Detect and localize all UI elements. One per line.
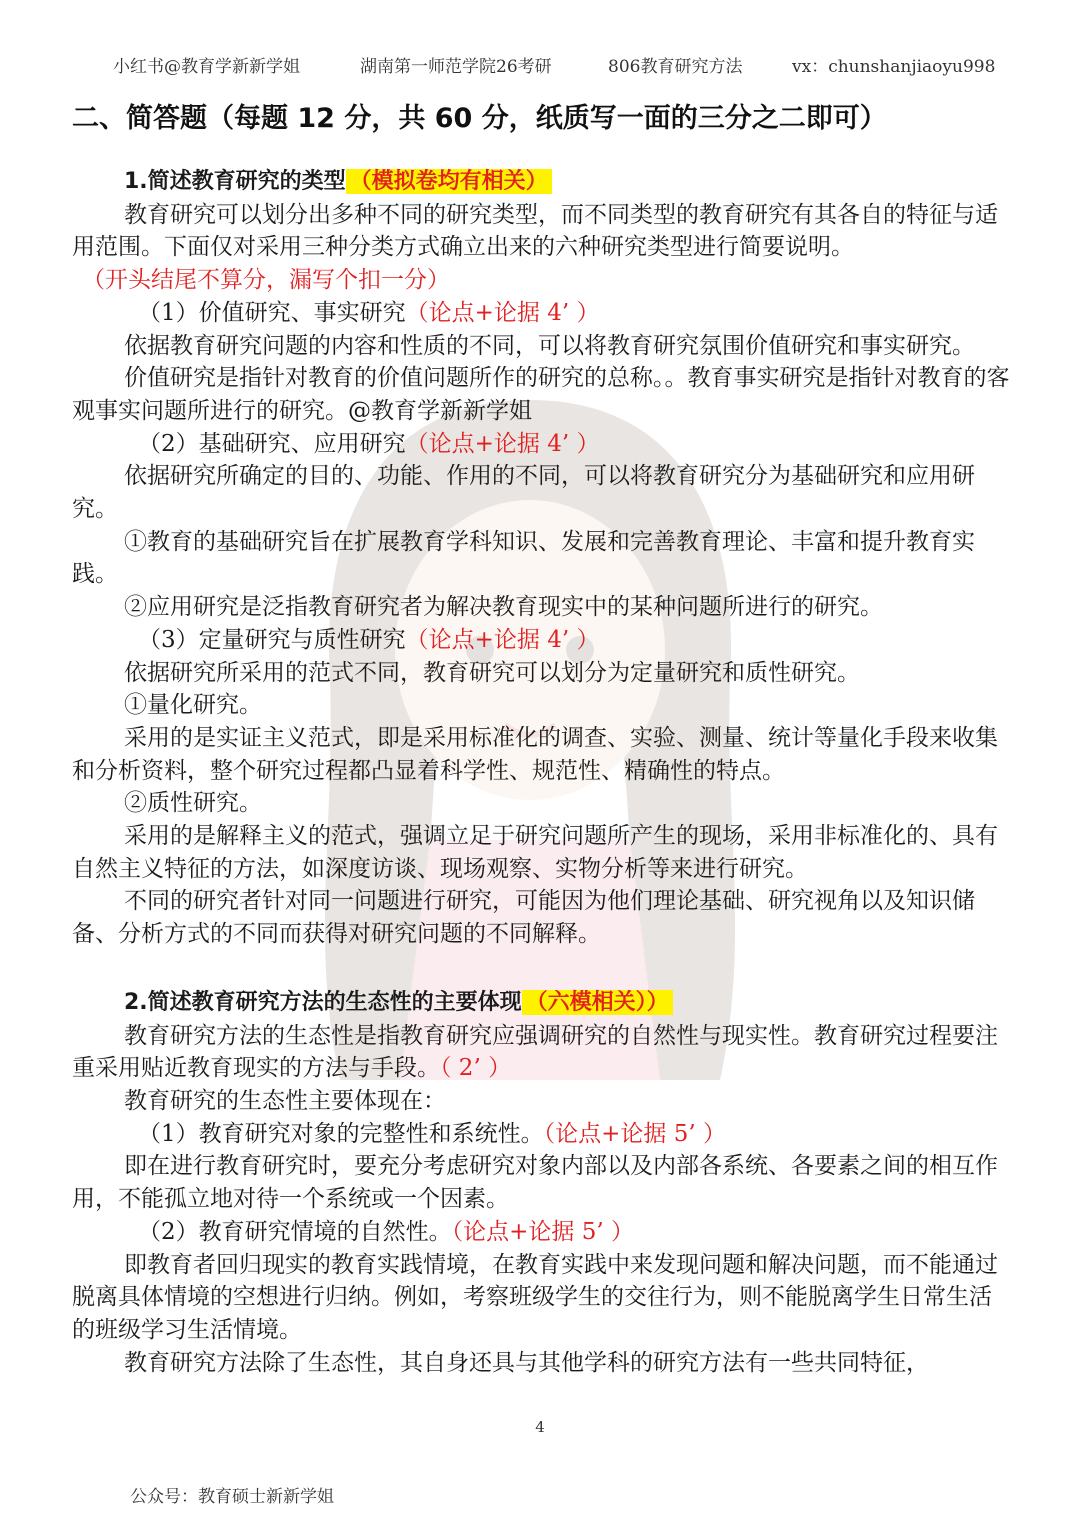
question-2-tag: （六模相关）） bbox=[522, 990, 673, 1015]
q2-intro bbox=[72, 1020, 1012, 1085]
q1-point-3-text-5: 采用的是解释主义的范式，强调立足于研究问题所产生的现场，采用非标准化的、具有自然主义特征的方法，如深度访谈、现场观察、实物分析等来进行研究。 bbox=[72, 823, 998, 882]
q1-point-1-score: （论点+论据 4’ ） bbox=[405, 299, 600, 326]
q2-point-2-score: （论点+论据 5’ ） bbox=[451, 1218, 634, 1245]
question-1-title bbox=[72, 166, 1012, 199]
q1-point-2-text-1: 依据研究所确定的目的、功能、作用的不同，可以将教育研究分为基础研究和应用研究。 bbox=[72, 463, 975, 523]
q2-intro-text: 教育研究方法的生态性是指教育研究应强调研究的自然性与现实性。教育研究过程要注重采用贴近教育现实的方法与手段。 bbox=[72, 1022, 998, 1082]
q1-point-3-text-4: ②质性研究。 bbox=[124, 790, 262, 817]
q2-point-2 bbox=[72, 1216, 1012, 1249]
q2-point-1-score: （论点+论据 5’ ） bbox=[543, 1120, 726, 1147]
header-course: 806教育研究方法 bbox=[608, 57, 743, 77]
question-1-tag: （模拟卷均有相关） bbox=[346, 169, 552, 194]
q1-point-2-text-2: ①教育的基础研究旨在扩展教育学科知识、发展和完善教育理论、丰富和提升教育实践。 bbox=[72, 528, 975, 588]
q1-intro bbox=[72, 199, 1012, 264]
q1-point-1-text-1: 依据教育研究问题的内容和性质的不同，可以将教育研究氛围价值研究和事实研究。 bbox=[124, 332, 975, 359]
q1-point-1 bbox=[72, 297, 1012, 330]
q2-point-1 bbox=[72, 1118, 1012, 1151]
page-number: 4 bbox=[535, 1418, 545, 1436]
q2-lead: 教育研究的生态性主要体现在： bbox=[124, 1087, 446, 1114]
spacer bbox=[72, 951, 1012, 987]
section-title: 二、简答题（每题 12 分，共 60 分，纸质写一面的三分之二即可） bbox=[72, 103, 887, 134]
page-header bbox=[0, 52, 1080, 82]
q1-point-3-text-3: 采用的是实证主义范式，即是采用标准化的调查、实验、测量、统计等量化手段来收集和分析资料，整个研究过程都凸显着科学性、规范性、精确性的特点。 bbox=[72, 724, 998, 784]
q1-point-3-text-1: 依据研究所采用的范式不同，教育研究可以划分为定量研究和质性研究。 bbox=[124, 659, 860, 686]
q1-point-2-score: （论点+论据 4’ ） bbox=[405, 430, 600, 457]
q2-point-2-text: 即教育者回归现实的教育实践情境，在教育实践中来发现问题和解决问题，而不能通过脱离具体情境的空想进行归纳。例如，考察班级学生的交往行为，则不能脱离学生日常生活的班级学习生活情境。 bbox=[72, 1251, 998, 1343]
q2-tail: 教育研究方法除了生态性，其自身还具与其他学科的研究方法有一些共同特征， bbox=[124, 1349, 929, 1376]
q1-point-3-text-2: ①量化研究。 bbox=[124, 692, 262, 719]
question-2-title bbox=[72, 987, 1012, 1020]
q2-intro-score: （ 2’ ） bbox=[440, 1055, 512, 1082]
q1-point-3 bbox=[72, 624, 1012, 657]
question-2-title-text: 2.简述教育研究方法的生态性的主要体现 bbox=[124, 989, 522, 1015]
q2-point-1-text: 即在进行教育研究时，要充分考虑研究对象内部以及内部各系统、各要素之间的相互作用，不能孤立地对待一个系统或一个因素。 bbox=[72, 1153, 998, 1213]
q2-point-2-title: （2）教育研究情境的自然性。 bbox=[138, 1218, 452, 1245]
document-body bbox=[72, 166, 1012, 1379]
q1-point-1-text-2: 价值研究是指针对教育的价值问题所作的研究的总称。。教育事实研究是指针对教育的客观事实问题所进行的研究。@教育学新新学姐 bbox=[72, 365, 1010, 424]
header-school: 湖南第一师范学院26考研 bbox=[360, 57, 552, 77]
q1-conclusion: 不同的研究者针对同一问题进行研究，可能因为他们理论基础、研究视角以及知识储备、分析方式的不同而获得对研究问题的不同解释。 bbox=[72, 888, 975, 948]
q1-intro-text: 教育研究可以划分出多种不同的研究类型，而不同类型的教育研究有其各自的特征与适用范围。下面仅对采用三种分类方式确立出来的六种研究类型进行简要说明。 bbox=[72, 201, 998, 261]
q1-point-2-text-3: ②应用研究是泛指教育研究者为解决教育现实中的某种问题所进行的研究。 bbox=[124, 594, 883, 621]
question-1-title-text: 1.简述教育研究的类型 bbox=[124, 169, 346, 194]
q2-point-1-title: （1）教育研究对象的完整性和系统性。 bbox=[138, 1120, 544, 1147]
q1-point-2-title: （2）基础研究、应用研究 bbox=[138, 430, 406, 457]
header-wechat: vx：chunshanjiaoyu998 bbox=[792, 57, 996, 77]
header-xiaohongshu: 小红书@教育学新新学姐 bbox=[113, 57, 300, 77]
q1-point-3-score: （论点+论据 4’ ） bbox=[405, 626, 600, 653]
q1-intro-note: （开头结尾不算分，漏写个扣一分） bbox=[82, 267, 450, 294]
q1-point-1-title: （1）价值研究、事实研究 bbox=[138, 299, 406, 326]
q1-point-2 bbox=[72, 428, 1012, 461]
page-footer: 公众号：教育硕士新新学姐 bbox=[130, 1487, 334, 1507]
q1-point-3-title: （3）定量研究与质性研究 bbox=[138, 626, 406, 653]
